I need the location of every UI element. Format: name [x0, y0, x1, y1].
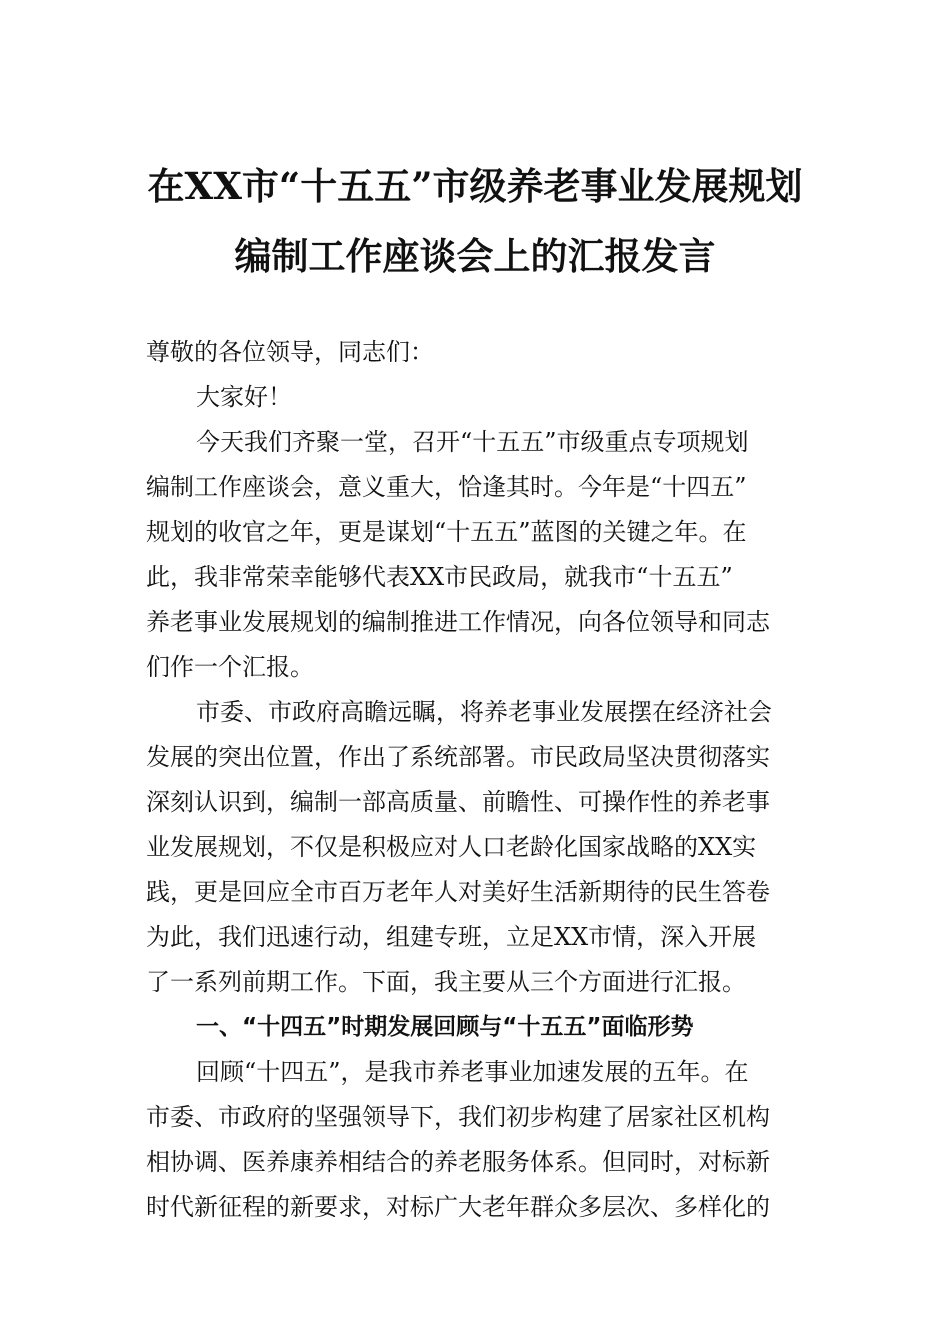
paragraph-line: 今天我们齐聚一堂，召开“十五五”市级重点专项规划 — [196, 428, 749, 456]
paragraph-line: 了一系列前期工作。下面，我主要从三个方面进行汇报。 — [146, 968, 746, 996]
salutation: 尊敬的各位领导，同志们： — [146, 338, 434, 366]
paragraph-line: 规划的收官之年，更是谋划“十五五”蓝图的关键之年。在 — [146, 518, 747, 546]
document-title-line-2: 编制工作座谈会上的汇报发言 — [234, 234, 716, 278]
paragraph-line: 回顾“十四五”，是我市养老事业加速发展的五年。在 — [196, 1058, 749, 1086]
paragraph-line: 市委、市政府高瞻远瞩，将养老事业发展摆在经济社会 — [196, 698, 772, 726]
paragraph-line: 深刻认识到，编制一部高质量、前瞻性、可操作性的养老事 — [146, 788, 770, 816]
paragraph-line: 发展的突出位置，作出了系统部署。市民政局坚决贯彻落实 — [146, 743, 770, 771]
paragraph-line: 养老事业发展规划的编制推进工作情况，向各位领导和同志 — [146, 608, 770, 636]
paragraph-line: 相协调、医养康养相结合的养老服务体系。但同时，对标新 — [146, 1148, 770, 1176]
paragraph-line: 们作一个汇报。 — [146, 653, 314, 681]
paragraph-line: 践，更是回应全市百万老年人对美好生活新期待的民生答卷 — [146, 878, 770, 906]
greeting: 大家好！ — [196, 383, 292, 411]
paragraph-line: 此，我非常荣幸能够代表XX市民政局，就我市“十五五” — [146, 563, 733, 591]
paragraph-line: 编制工作座谈会，意义重大，恰逢其时。今年是“十四五” — [146, 473, 747, 501]
paragraph-line: 业发展规划，不仅是积极应对人口老龄化国家战略的XX实 — [146, 833, 757, 861]
paragraph-line: 时代新征程的新要求，对标广大老年群众多层次、多样化的 — [146, 1193, 770, 1221]
paragraph-line: 市委、市政府的坚强领导下，我们初步构建了居家社区机构 — [146, 1103, 770, 1131]
section-heading-1: 一、“十四五”时期发展回顾与“十五五”面临形势 — [196, 1014, 694, 1040]
paragraph-line: 为此，我们迅速行动，组建专班，立足XX市情，深入开展 — [146, 923, 757, 951]
document-title-line-1: 在XX市“十五五”市级养老事业发展规划 — [147, 164, 803, 208]
